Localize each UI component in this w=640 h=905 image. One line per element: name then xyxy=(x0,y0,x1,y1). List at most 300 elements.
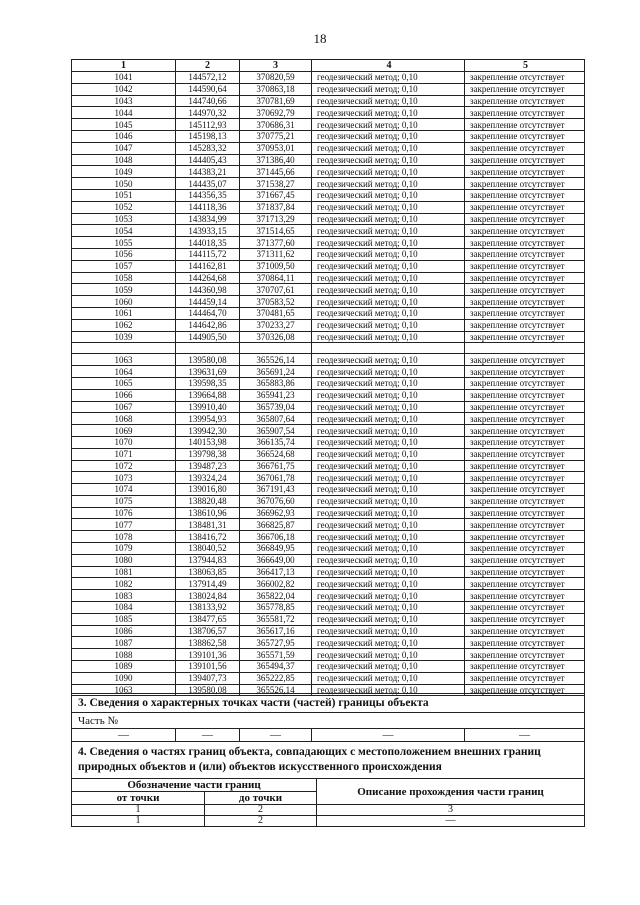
x-coordinate-cell: 139954,93 xyxy=(176,413,240,425)
fixation-cell: закрепление отсутствует xyxy=(465,625,585,637)
y-coordinate-cell: 371837,84 xyxy=(240,201,312,213)
method-accuracy-cell: геодезический метод; 0,10 xyxy=(312,460,465,472)
section4-table xyxy=(71,741,585,827)
x-coordinate-cell: 145198,13 xyxy=(176,130,240,142)
y-coordinate-cell: 370686,31 xyxy=(240,119,312,131)
fixation-cell: закрепление отсутствует xyxy=(465,248,585,260)
x-coordinate-cell: 139664,88 xyxy=(176,389,240,401)
y-coordinate-cell: 366962,93 xyxy=(240,507,312,519)
table-row xyxy=(72,602,585,614)
point-number-cell: 1041 xyxy=(72,72,176,84)
method-accuracy-cell: геодезический метод; 0,10 xyxy=(312,649,465,661)
x-coordinate-cell: 138133,92 xyxy=(176,602,240,614)
table-row xyxy=(72,507,585,519)
fixation-cell: закрепление отсутствует xyxy=(465,413,585,425)
method-accuracy-cell: геодезический метод; 0,10 xyxy=(312,366,465,378)
method-accuracy-cell: геодезический метод; 0,10 xyxy=(312,354,465,366)
x-coordinate-cell: 138063,85 xyxy=(176,566,240,578)
method-accuracy-cell: геодезический метод; 0,10 xyxy=(312,284,465,296)
fixation-cell: закрепление отсутствует xyxy=(465,602,585,614)
y-coordinate-cell: 365571,59 xyxy=(240,649,312,661)
column-number: 2 xyxy=(176,60,240,72)
method-accuracy-cell: геодезический метод; 0,10 xyxy=(312,637,465,649)
method-accuracy-cell: геодезический метод; 0,10 xyxy=(312,237,465,249)
method-accuracy-cell: геодезический метод; 0,10 xyxy=(312,436,465,448)
section3-dash-cell: — xyxy=(240,729,312,742)
x-coordinate-cell: 144383,21 xyxy=(176,166,240,178)
fixation-cell: закрепление отсутствует xyxy=(465,613,585,625)
table-row xyxy=(72,495,585,507)
table-row xyxy=(72,472,585,484)
method-accuracy-cell: геодезический метод; 0,10 xyxy=(312,672,465,684)
y-coordinate-cell: 371713,29 xyxy=(240,213,312,225)
table-row xyxy=(72,119,585,131)
point-number-cell: 1049 xyxy=(72,166,176,178)
x-coordinate-cell: 143834,99 xyxy=(176,213,240,225)
y-coordinate-cell: 370863,18 xyxy=(240,83,312,95)
y-coordinate-cell: 370953,01 xyxy=(240,142,312,154)
section3-dash-cell: — xyxy=(312,729,465,742)
table-row xyxy=(72,578,585,590)
method-accuracy-cell: геодезический метод; 0,10 xyxy=(312,142,465,154)
point-number-cell: 1081 xyxy=(72,566,176,578)
method-accuracy-cell: геодезический метод; 0,10 xyxy=(312,154,465,166)
fixation-cell: закрепление отсутствует xyxy=(465,178,585,190)
point-number-cell: 1046 xyxy=(72,130,176,142)
column-number: 5 xyxy=(465,60,585,72)
section3-dash-cell: — xyxy=(72,729,176,742)
point-number-cell: 1042 xyxy=(72,83,176,95)
y-coordinate-cell: 365222,85 xyxy=(240,672,312,684)
table-row xyxy=(72,554,585,566)
method-accuracy-cell: геодезический метод; 0,10 xyxy=(312,625,465,637)
method-accuracy-cell: геодезический метод; 0,10 xyxy=(312,130,465,142)
fixation-cell: закрепление отсутствует xyxy=(465,661,585,673)
table-row xyxy=(72,649,585,661)
x-coordinate-cell: 138024,84 xyxy=(176,590,240,602)
x-coordinate-cell: 137944,83 xyxy=(176,554,240,566)
point-number-cell: 1085 xyxy=(72,613,176,625)
y-coordinate-cell: 370326,08 xyxy=(240,331,312,343)
x-coordinate-cell xyxy=(176,343,240,354)
x-coordinate-cell: 139580,08 xyxy=(176,354,240,366)
method-accuracy-cell: геодезический метод; 0,10 xyxy=(312,83,465,95)
fixation-cell: закрепление отсутствует xyxy=(465,354,585,366)
y-coordinate-cell: 370775,21 xyxy=(240,130,312,142)
table-row xyxy=(72,484,585,496)
method-accuracy-cell: геодезический метод; 0,10 xyxy=(312,331,465,343)
method-accuracy-cell: геодезический метод; 0,10 xyxy=(312,448,465,460)
table-row xyxy=(72,319,585,331)
table-row xyxy=(72,107,585,119)
method-accuracy-cell: геодезический метод; 0,10 xyxy=(312,72,465,84)
y-coordinate-cell: 366849,95 xyxy=(240,543,312,555)
table-row xyxy=(72,248,585,260)
y-coordinate-cell: 370583,52 xyxy=(240,296,312,308)
y-coordinate-cell: 365691,24 xyxy=(240,366,312,378)
table-row xyxy=(72,307,585,319)
fixation-cell: закрепление отсутствует xyxy=(465,425,585,437)
method-accuracy-cell: геодезический метод; 0,10 xyxy=(312,425,465,437)
fixation-cell: закрепление отсутствует xyxy=(465,507,585,519)
point-number-cell: 1045 xyxy=(72,119,176,131)
table-row xyxy=(72,272,585,284)
fixation-cell: закрепление отсутствует xyxy=(465,484,585,496)
y-coordinate-cell: 370781,69 xyxy=(240,95,312,107)
y-coordinate-cell: 366002,82 xyxy=(240,578,312,590)
table-row xyxy=(72,260,585,272)
table-row xyxy=(72,672,585,684)
coordinates-table xyxy=(71,59,585,696)
x-coordinate-cell: 144572,12 xyxy=(176,72,240,84)
point-number-cell: 1063 xyxy=(72,684,176,696)
point-number-cell: 1079 xyxy=(72,543,176,555)
point-number-cell: 1052 xyxy=(72,201,176,213)
y-coordinate-cell: 371009,50 xyxy=(240,260,312,272)
column-number: 3 xyxy=(317,805,585,816)
fixation-cell: закрепление отсутствует xyxy=(465,554,585,566)
table-row xyxy=(72,637,585,649)
table-row xyxy=(72,377,585,389)
point-number-cell: 1083 xyxy=(72,590,176,602)
coordinates-header-row xyxy=(72,60,585,72)
x-coordinate-cell: 139942,30 xyxy=(176,425,240,437)
x-coordinate-cell: 144405,43 xyxy=(176,154,240,166)
fixation-cell: закрепление отсутствует xyxy=(465,684,585,696)
point-number-cell: 1084 xyxy=(72,602,176,614)
y-coordinate-cell: 371538,27 xyxy=(240,178,312,190)
table-row xyxy=(72,296,585,308)
point-number-cell: 1069 xyxy=(72,425,176,437)
y-coordinate-cell: 366649,00 xyxy=(240,554,312,566)
fixation-cell: закрепление отсутствует xyxy=(465,319,585,331)
method-accuracy-cell: геодезический метод; 0,10 xyxy=(312,189,465,201)
method-accuracy-cell: геодезический метод; 0,10 xyxy=(312,661,465,673)
x-coordinate-cell: 139101,36 xyxy=(176,649,240,661)
point-number-cell: 1071 xyxy=(72,448,176,460)
table-row xyxy=(72,460,585,472)
table-row xyxy=(72,519,585,531)
fixation-cell: закрепление отсутствует xyxy=(465,495,585,507)
y-coordinate-cell: 365617,16 xyxy=(240,625,312,637)
section3-table xyxy=(71,693,585,742)
fixation-cell: закрепление отсутствует xyxy=(465,672,585,684)
point-number-cell: 1050 xyxy=(72,178,176,190)
fixation-cell: закрепление отсутствует xyxy=(465,272,585,284)
point-number-cell: 1072 xyxy=(72,460,176,472)
x-coordinate-cell: 144905,50 xyxy=(176,331,240,343)
point-number-cell: 1075 xyxy=(72,495,176,507)
point-number-cell: 1053 xyxy=(72,213,176,225)
point-number-cell: 1061 xyxy=(72,307,176,319)
table-row xyxy=(72,72,585,84)
y-coordinate-cell: 366761,75 xyxy=(240,460,312,472)
boundary-designation-header: Обозначение части границ xyxy=(72,779,317,792)
y-coordinate-cell: 366135,74 xyxy=(240,436,312,448)
y-coordinate-cell xyxy=(240,343,312,354)
table-row xyxy=(72,354,585,366)
fixation-cell: закрепление отсутствует xyxy=(465,260,585,272)
fixation-cell: закрепление отсутствует xyxy=(465,436,585,448)
table-row xyxy=(72,661,585,673)
x-coordinate-cell: 144740,66 xyxy=(176,95,240,107)
method-accuracy-cell: геодезический метод; 0,10 xyxy=(312,95,465,107)
y-coordinate-cell: 365807,64 xyxy=(240,413,312,425)
column-number: 2 xyxy=(205,805,317,816)
fixation-cell: закрепление отсутствует xyxy=(465,201,585,213)
fixation-cell: закрепление отсутствует xyxy=(465,519,585,531)
point-number-cell: 1080 xyxy=(72,554,176,566)
point-number-cell: 1067 xyxy=(72,401,176,413)
point-number-cell: 1076 xyxy=(72,507,176,519)
fixation-cell: закрепление отсутствует xyxy=(465,448,585,460)
x-coordinate-cell: 144642,86 xyxy=(176,319,240,331)
fixation-cell: закрепление отсутствует xyxy=(465,237,585,249)
method-accuracy-cell: геодезический метод; 0,10 xyxy=(312,413,465,425)
x-coordinate-cell: 138610,96 xyxy=(176,507,240,519)
y-coordinate-cell: 371311,62 xyxy=(240,248,312,260)
point-number-cell: 1070 xyxy=(72,436,176,448)
y-coordinate-cell: 366825,87 xyxy=(240,519,312,531)
table-row xyxy=(72,543,585,555)
y-coordinate-cell: 370864,11 xyxy=(240,272,312,284)
table-row xyxy=(72,389,585,401)
method-accuracy-cell: геодезический метод; 0,10 xyxy=(312,554,465,566)
table-row xyxy=(72,613,585,625)
method-accuracy-cell xyxy=(312,343,465,354)
table-row xyxy=(72,166,585,178)
y-coordinate-cell: 370692,79 xyxy=(240,107,312,119)
method-accuracy-cell: геодезический метод; 0,10 xyxy=(312,225,465,237)
y-coordinate-cell: 371377,60 xyxy=(240,237,312,249)
fixation-cell: закрепление отсутствует xyxy=(465,119,585,131)
table-row xyxy=(72,225,585,237)
fixation-cell: закрепление отсутствует xyxy=(465,637,585,649)
table-row xyxy=(72,95,585,107)
from-point-header: от точки xyxy=(72,792,205,805)
x-coordinate-cell: 138040,52 xyxy=(176,543,240,555)
x-coordinate-cell: 144970,32 xyxy=(176,107,240,119)
fixation-cell: закрепление отсутствует xyxy=(465,389,585,401)
fixation-cell: закрепление отсутствует xyxy=(465,296,585,308)
method-accuracy-cell: геодезический метод; 0,10 xyxy=(312,201,465,213)
fixation-cell: закрепление отсутствует xyxy=(465,72,585,84)
point-number-cell: 1056 xyxy=(72,248,176,260)
x-coordinate-cell: 143933,15 xyxy=(176,225,240,237)
y-coordinate-cell: 365526,14 xyxy=(240,354,312,366)
x-coordinate-cell: 139910,40 xyxy=(176,401,240,413)
method-accuracy-cell: геодезический метод; 0,10 xyxy=(312,178,465,190)
point-number-cell: 1074 xyxy=(72,484,176,496)
x-coordinate-cell: 139016,80 xyxy=(176,484,240,496)
point-number-cell: 1066 xyxy=(72,389,176,401)
table-row xyxy=(72,566,585,578)
fixation-cell: закрепление отсутствует xyxy=(465,472,585,484)
y-coordinate-cell: 365526,14 xyxy=(240,684,312,696)
method-accuracy-cell: геодезический метод; 0,10 xyxy=(312,472,465,484)
point-number-cell: 1089 xyxy=(72,661,176,673)
point-number-cell: 1064 xyxy=(72,366,176,378)
x-coordinate-cell: 140153,98 xyxy=(176,436,240,448)
table-row xyxy=(72,83,585,95)
x-coordinate-cell: 144435,07 xyxy=(176,178,240,190)
table-row xyxy=(72,237,585,249)
part-number-label: Часть № xyxy=(72,713,585,729)
section4-row xyxy=(72,816,585,827)
point-number-cell: 1043 xyxy=(72,95,176,107)
table-row xyxy=(72,401,585,413)
method-accuracy-cell: геодезический метод; 0,10 xyxy=(312,495,465,507)
fixation-cell: закрепление отсутствует xyxy=(465,213,585,225)
x-coordinate-cell: 138706,57 xyxy=(176,625,240,637)
x-coordinate-cell: 144118,36 xyxy=(176,201,240,213)
fixation-cell: закрепление отсутствует xyxy=(465,130,585,142)
point-number-cell xyxy=(72,343,176,354)
y-coordinate-cell: 365778,85 xyxy=(240,602,312,614)
x-coordinate-cell: 144464,70 xyxy=(176,307,240,319)
table-row xyxy=(72,625,585,637)
y-coordinate-cell: 367061,78 xyxy=(240,472,312,484)
table-row xyxy=(72,343,585,354)
point-number-cell: 1054 xyxy=(72,225,176,237)
point-number-cell: 1082 xyxy=(72,578,176,590)
x-coordinate-cell: 138416,72 xyxy=(176,531,240,543)
y-coordinate-cell: 371386,40 xyxy=(240,154,312,166)
x-coordinate-cell: 138862,58 xyxy=(176,637,240,649)
from-point-cell: 1 xyxy=(72,816,205,827)
point-number-cell: 1073 xyxy=(72,472,176,484)
point-number-cell: 1058 xyxy=(72,272,176,284)
y-coordinate-cell: 365941,23 xyxy=(240,389,312,401)
to-point-cell: 2 xyxy=(205,816,317,827)
y-coordinate-cell: 365739,04 xyxy=(240,401,312,413)
y-coordinate-cell: 371445,66 xyxy=(240,166,312,178)
method-accuracy-cell: геодезический метод; 0,10 xyxy=(312,377,465,389)
x-coordinate-cell: 144590,64 xyxy=(176,83,240,95)
description-cell: — xyxy=(317,816,585,827)
method-accuracy-cell: геодезический метод; 0,10 xyxy=(312,248,465,260)
point-number-cell: 1068 xyxy=(72,413,176,425)
x-coordinate-cell: 144018,35 xyxy=(176,237,240,249)
table-row xyxy=(72,154,585,166)
x-coordinate-cell: 144264,68 xyxy=(176,272,240,284)
table-row xyxy=(72,436,585,448)
fixation-cell: закрепление отсутствует xyxy=(465,189,585,201)
x-coordinate-cell: 139798,38 xyxy=(176,448,240,460)
fixation-cell: закрепление отсутствует xyxy=(465,460,585,472)
to-point-header: до точки xyxy=(205,792,317,805)
x-coordinate-cell: 139407,73 xyxy=(176,672,240,684)
x-coordinate-cell: 138481,31 xyxy=(176,519,240,531)
table-row xyxy=(72,201,585,213)
table-row xyxy=(72,189,585,201)
x-coordinate-cell: 138477,65 xyxy=(176,613,240,625)
fixation-cell: закрепление отсутствует xyxy=(465,377,585,389)
column-number: 3 xyxy=(240,60,312,72)
x-coordinate-cell: 138820,48 xyxy=(176,495,240,507)
method-accuracy-cell: геодезический метод; 0,10 xyxy=(312,602,465,614)
point-number-cell: 1044 xyxy=(72,107,176,119)
y-coordinate-cell: 365907,54 xyxy=(240,425,312,437)
method-accuracy-cell: геодезический метод; 0,10 xyxy=(312,484,465,496)
point-number-cell: 1078 xyxy=(72,531,176,543)
x-coordinate-cell: 144459,14 xyxy=(176,296,240,308)
y-coordinate-cell: 365581,72 xyxy=(240,613,312,625)
y-coordinate-cell: 366706,18 xyxy=(240,531,312,543)
x-coordinate-cell: 145112,93 xyxy=(176,119,240,131)
section3-dash-cell: — xyxy=(176,729,240,742)
point-number-cell: 1086 xyxy=(72,625,176,637)
x-coordinate-cell: 139101,56 xyxy=(176,661,240,673)
fixation-cell: закрепление отсутствует xyxy=(465,649,585,661)
point-number-cell: 1039 xyxy=(72,331,176,343)
point-number-cell: 1065 xyxy=(72,377,176,389)
section3-title: 3. Сведения о характерных точках части (частей) границы объекта xyxy=(72,694,585,713)
method-accuracy-cell: геодезический метод; 0,10 xyxy=(312,507,465,519)
y-coordinate-cell: 370233,27 xyxy=(240,319,312,331)
method-accuracy-cell: геодезический метод; 0,10 xyxy=(312,613,465,625)
fixation-cell: закрепление отсутствует xyxy=(465,590,585,602)
fixation-cell: закрепление отсутствует xyxy=(465,166,585,178)
method-accuracy-cell: геодезический метод; 0,10 xyxy=(312,519,465,531)
fixation-cell: закрепление отсутствует xyxy=(465,401,585,413)
fixation-cell: закрепление отсутствует xyxy=(465,83,585,95)
method-accuracy-cell: геодезический метод; 0,10 xyxy=(312,260,465,272)
fixation-cell: закрепление отсутствует xyxy=(465,331,585,343)
point-number-cell: 1063 xyxy=(72,354,176,366)
y-coordinate-cell: 365494,37 xyxy=(240,661,312,673)
x-coordinate-cell: 137914,49 xyxy=(176,578,240,590)
y-coordinate-cell: 366524,68 xyxy=(240,448,312,460)
method-accuracy-cell: геодезический метод; 0,10 xyxy=(312,307,465,319)
fixation-cell: закрепление отсутствует xyxy=(465,225,585,237)
method-accuracy-cell: геодезический метод; 0,10 xyxy=(312,684,465,696)
method-accuracy-cell: геодезический метод; 0,10 xyxy=(312,319,465,331)
method-accuracy-cell: геодезический метод; 0,10 xyxy=(312,578,465,590)
page-number: 18 xyxy=(313,31,327,46)
method-accuracy-cell: геодезический метод; 0,10 xyxy=(312,296,465,308)
y-coordinate-cell: 365822,04 xyxy=(240,590,312,602)
table-row xyxy=(72,531,585,543)
x-coordinate-cell: 144356,35 xyxy=(176,189,240,201)
method-accuracy-cell: геодезический метод; 0,10 xyxy=(312,107,465,119)
point-number-cell: 1077 xyxy=(72,519,176,531)
point-number-cell: 1057 xyxy=(72,260,176,272)
section4-title: 4. Сведения о частях границ объекта, совпадающих с местоположением внешних границ природных объектов и (или) объектов искусственного происхождения xyxy=(72,742,585,779)
method-accuracy-cell: геодезический метод; 0,10 xyxy=(312,566,465,578)
column-number: 1 xyxy=(72,805,205,816)
fixation-cell: закрепление отсутствует xyxy=(465,307,585,319)
x-coordinate-cell: 139580,08 xyxy=(176,684,240,696)
point-number-cell: 1087 xyxy=(72,637,176,649)
x-coordinate-cell: 139487,23 xyxy=(176,460,240,472)
table-row xyxy=(72,130,585,142)
fixation-cell: закрепление отсутствует xyxy=(465,95,585,107)
y-coordinate-cell: 370481,65 xyxy=(240,307,312,319)
point-number-cell: 1088 xyxy=(72,649,176,661)
point-number-cell: 1060 xyxy=(72,296,176,308)
point-number-cell: 1059 xyxy=(72,284,176,296)
method-accuracy-cell: геодезический метод; 0,10 xyxy=(312,119,465,131)
x-coordinate-cell: 139324,24 xyxy=(176,472,240,484)
point-number-cell: 1047 xyxy=(72,142,176,154)
y-coordinate-cell: 365883,86 xyxy=(240,377,312,389)
section3-dash-cell: — xyxy=(465,729,585,742)
fixation-cell: закрепление отсутствует xyxy=(465,578,585,590)
table-row xyxy=(72,425,585,437)
fixation-cell: закрепление отсутствует xyxy=(465,284,585,296)
x-coordinate-cell: 139598,35 xyxy=(176,377,240,389)
